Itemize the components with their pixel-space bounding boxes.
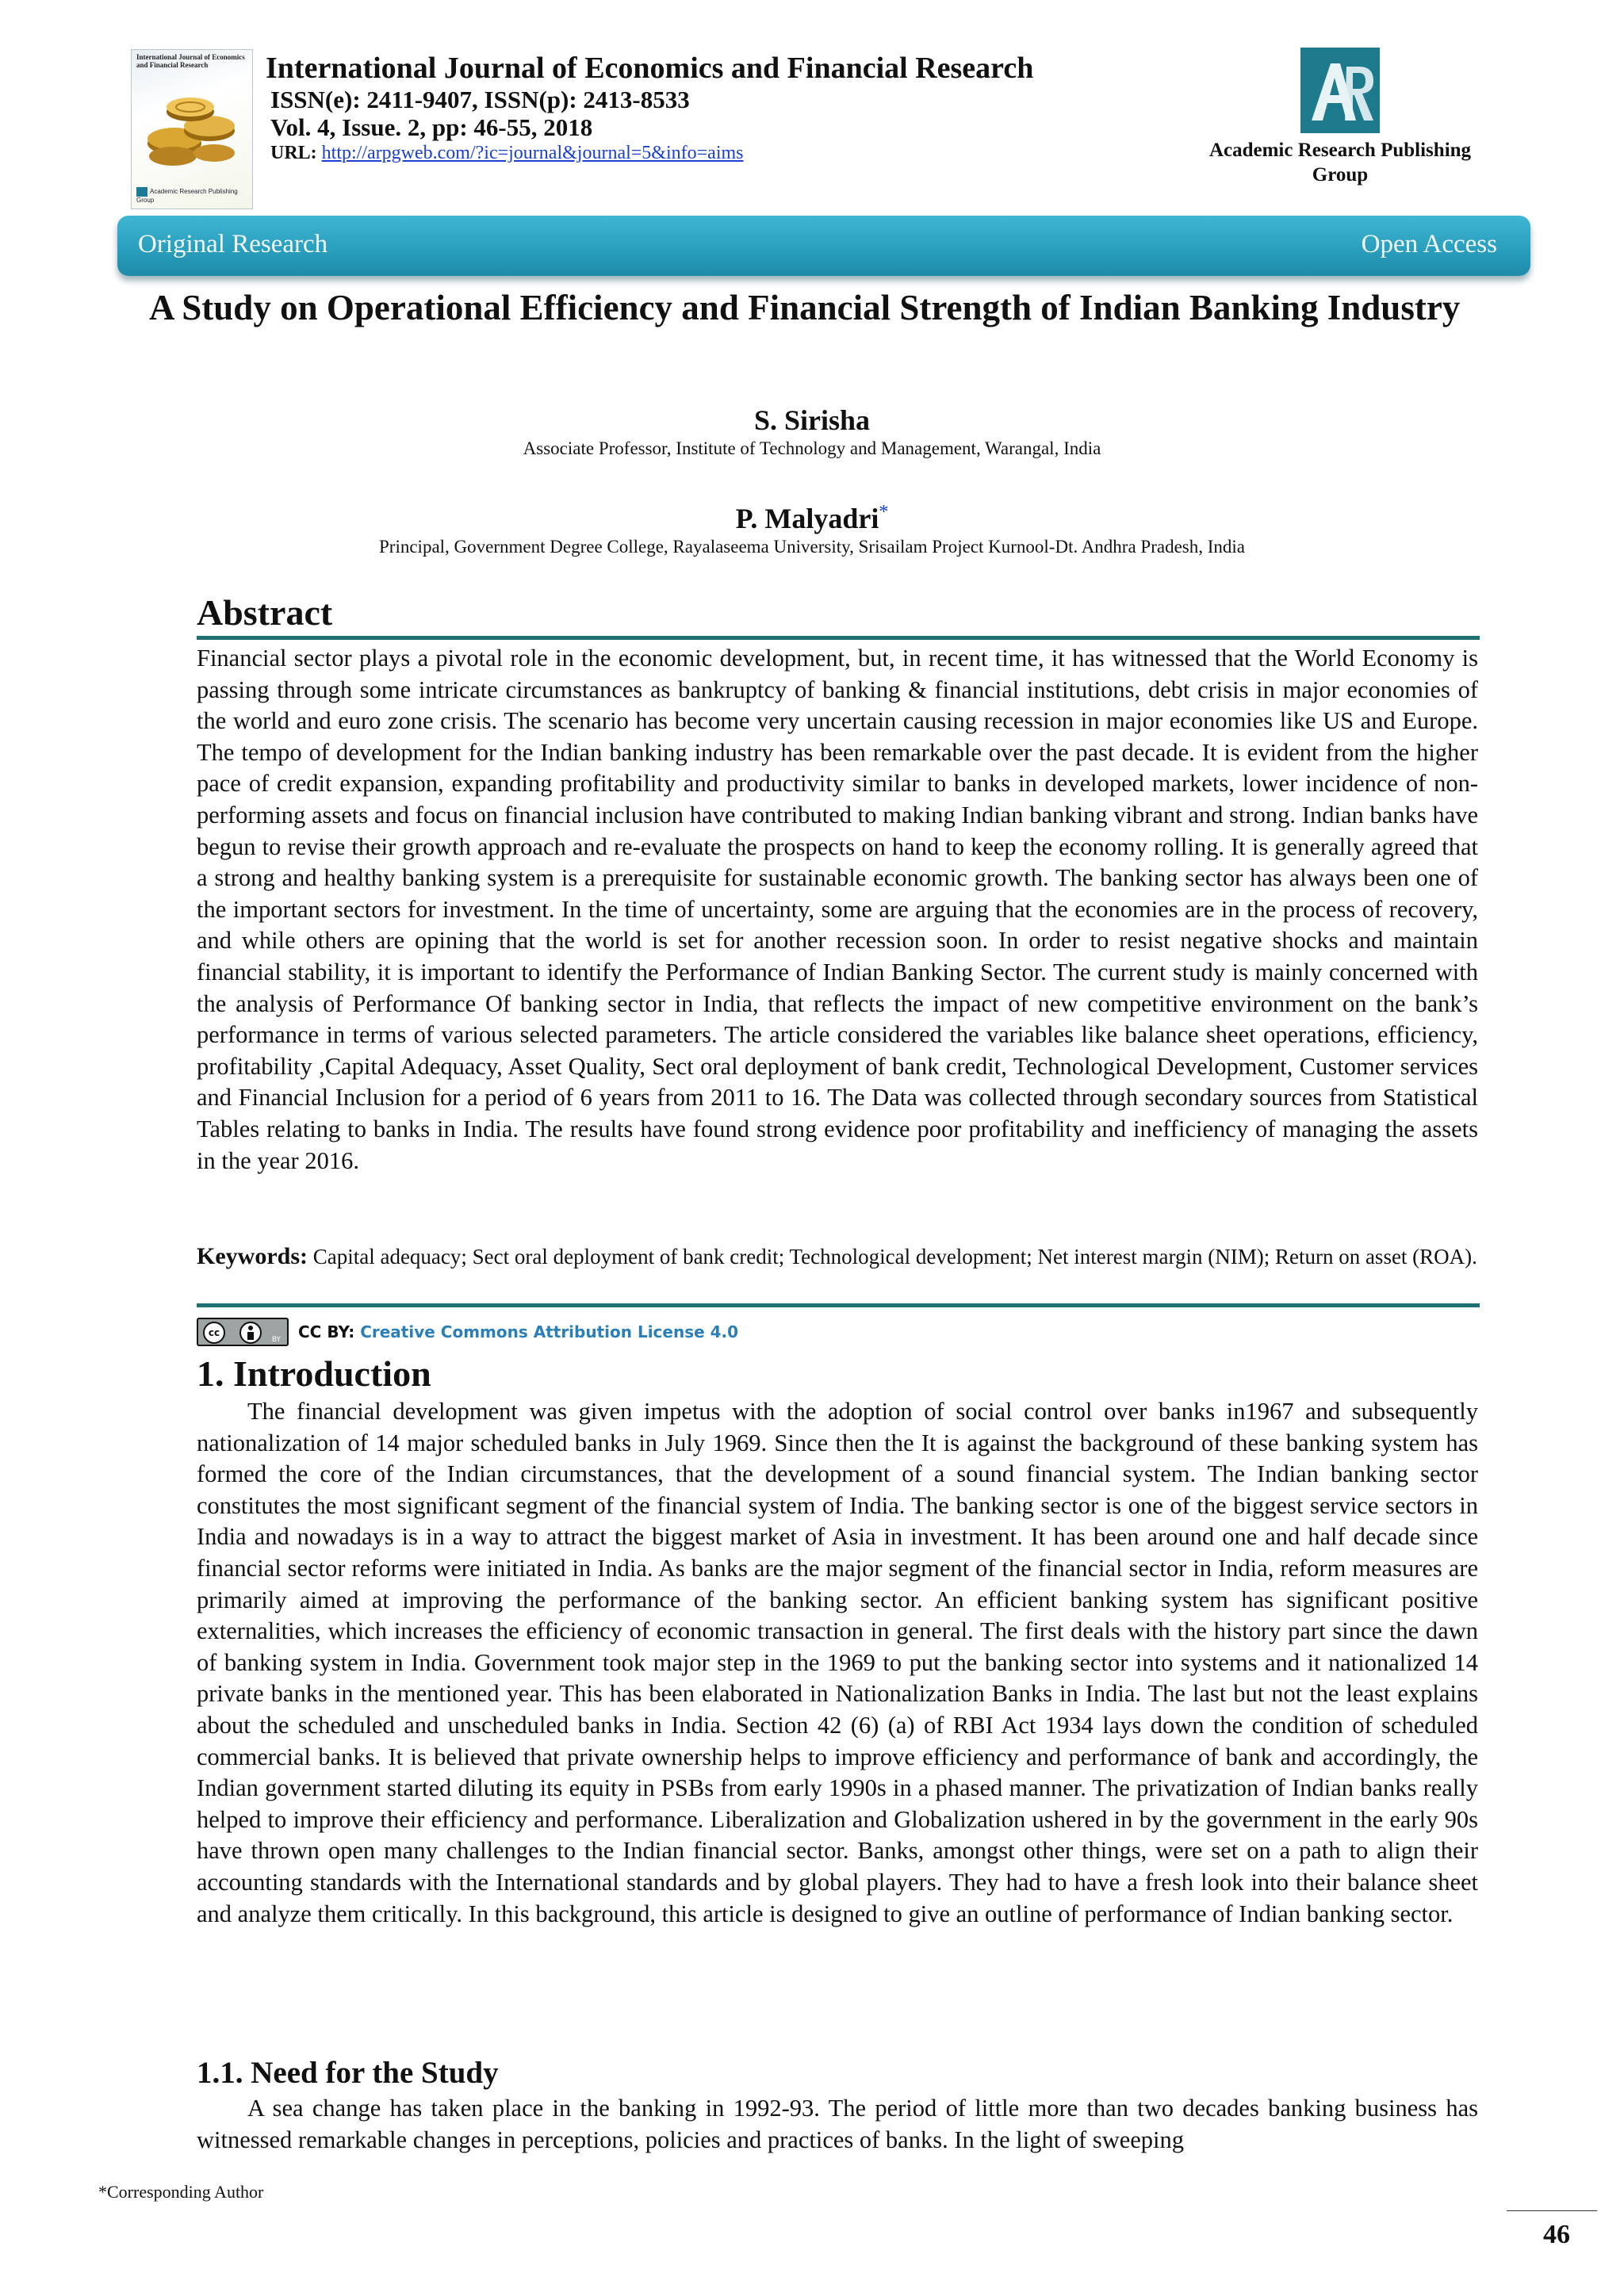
author-name: P. Malyadri*	[735, 502, 889, 534]
journal-title: International Journal of Economics and Financial Research	[266, 52, 1034, 85]
keywords	[197, 1243, 1478, 1270]
author-affiliation: Principal, Government Degree College, Rayalaseema University, Srisailam Project Kurnool-Dt. Andhra Pradesh, India	[379, 537, 1245, 557]
license-link[interactable]: Creative Commons Attribution License 4.0	[360, 1322, 739, 1341]
cover-publisher-logo: Academic Research Publishing Group	[136, 188, 238, 204]
license-label: CC BY:	[298, 1322, 355, 1341]
keywords-text: Capital adequacy; Sect oral deployment of bank credit; Technological development; Net interest margin (NIM); Return on asset (ROA).	[312, 1245, 1477, 1269]
introduction-text: The financial development was given impetus with the adoption of social control over banks in1967 and subsequently nationalization of 14 major scheduled banks in July 1969. Since then the It is against the background of these banking system has formed the core of the Indian circumstances, that the development of a sound financial system. The Indian banking sector constitutes the most significant segment of the financial system of India. The banking sector is one of the biggest service sectors in India and nowadays is in a way to attract the biggest market of Asia in investment. It has been around one and half decade since financial sector reforms were initiated in India. As banks are the major segment of the financial sector in India, reform measures are primarily aimed at improving the performance of the banking sector. An efficient banking system has significant positive externalities, which increases the efficiency of economic transaction in general. The first deals with the history part since the dawn of banking system in India. Government took major step in the 1969 to put the banking sector into systems and it nationalized 14 private banks in the mentioned year. This has been elaborated in Nationalization Banks in India. The last but not the least explains about the scheduled and unscheduled banks in India. Section 42 (6) (a) of RBI Act 1934 lays down the condition of scheduled commercial banks. It is believed that private ownership helps to improve efficiency and performance of bank and accordingly, the Indian government started diluting its equity in PSBs from early 1990s in a phased manner. The privatization of Indian banks really helped to improve their efficiency and performance. Liberalization and Globalization ushered in by the government in the early 90s have thrown open many challenges to the Indian financial sector. Banks, amongst other things, were set on a path to align their accounting standards with the International standards and by global players. They had to have a fresh look into their balance sheet and analyze them critically. In this background, this article is designed to give an outline of performance of Indian banking sector.	[197, 1398, 1478, 1927]
journal-info	[266, 51, 1033, 165]
journal-volume: Vol. 4, Issue. 2, pp: 46-55, 2018	[270, 113, 593, 141]
license-text	[298, 1322, 738, 1341]
original-research-label: Original Research	[138, 230, 328, 258]
keywords-label: Keywords:	[197, 1243, 308, 1269]
journal-issn: ISSN(e): 2411-9407, ISSN(p): 2413-8533	[270, 86, 690, 113]
corresponding-author-marker: *	[879, 502, 889, 522]
abstract-top-rule	[197, 636, 1480, 640]
abstract-bottom-rule	[197, 1303, 1480, 1307]
cc-by-badge-icon[interactable]: cc BY	[197, 1318, 289, 1346]
cover-title: International Journal of Economics and Financial Research	[136, 53, 245, 69]
arpg-logo-icon	[1300, 48, 1380, 133]
open-access-label: Open Access	[1361, 230, 1497, 258]
page-number-rule	[1507, 2210, 1597, 2211]
url-label: URL:	[270, 143, 317, 163]
publisher-name-line1: Academic Research Publishing	[1208, 140, 1472, 161]
page-number: 46	[1543, 2220, 1570, 2249]
journal-url-link[interactable]: http://arpgweb.com/?ic=journal&journal=5&info=aims	[321, 143, 744, 163]
journal-cover-image	[131, 49, 253, 209]
author-2	[0, 495, 1624, 558]
publisher-block	[1189, 48, 1491, 187]
corresponding-author-footnote: *Corresponding Author	[98, 2182, 264, 2202]
author-affiliation: Associate Professor, Institute of Technology and Management, Warangal, India	[523, 438, 1101, 458]
article-title: A Study on Operational Efficiency and Financial Strength of Indian Banking Industry	[149, 288, 1461, 327]
author-1	[0, 403, 1624, 460]
need-for-study-text: A sea change has taken place in the banking in 1992-93. The period of little more than two decades banking business has witnessed remarkable changes in perceptions, policies and practices of banks. In the light of sweeping	[197, 2095, 1478, 2153]
coins-illustration	[143, 75, 241, 174]
introduction-heading: 1. Introduction	[197, 1353, 431, 1394]
abstract-text: Financial sector plays a pivotal role in the economic development, but, in recent time, it has witnessed that the World Economy is passing through some intricate circumstances as bankruptcy of banking & financial institutions, debt crisis in major economies of the world and euro zone crisis. The scenario has become very uncertain causing recession in major economies like US and Europe. The tempo of development for the Indian banking industry has been remarkable over the past decade. It is evident from the higher pace of credit expansion, expanding profitability and productivity similar to banks in developed markets, lower incidence of non- performing assets and focus on financial inclusion have contributed to making Indian banking vibrant and strong. Indian banks have begun to revise their growth approach and re-evaluate the prospects on hand to keep the economy rolling. It is generally agreed that a strong and healthy banking system is a prerequisite for sustainable economic growth. The banking sector has always been one of the important sectors for investment. In the time of uncertainty, some are arguing that the economies are in the process of recovery, and while others are opining that the world is set for another recession soon. In order to resist negative shocks and maintain financial stability, it is important to identify the Performance of Indian Banking Sector. The current study is mainly concerned with the analysis of Performance Of banking sector in India, that reflects the impact of new competitive environment on the bank’s performance in terms of various selected parameters. The article considered the variables like balance sheet operations, efficiency, profitability ,Capital Adequacy, Asset Quality, Sect oral deployment of bank credit, Technological Development, Customer services and Financial Inclusion for a period of 6 years from 2011 to 16. The Data was collected through secondary sources from Statistical Tables relating to banks in India. The results have found strong evidence poor profitability and inefficiency of managing the assets in the year 2016.	[197, 645, 1478, 1174]
author-name: S. Sirisha	[753, 404, 871, 436]
abstract-heading: Abstract	[197, 592, 333, 633]
need-for-study-heading: 1.1. Need for the Study	[197, 2056, 499, 2090]
article-type-banner	[117, 216, 1530, 276]
publisher-name-line2: Group	[1312, 164, 1369, 186]
journal-url-line	[266, 141, 1033, 165]
person-icon	[239, 1322, 262, 1344]
